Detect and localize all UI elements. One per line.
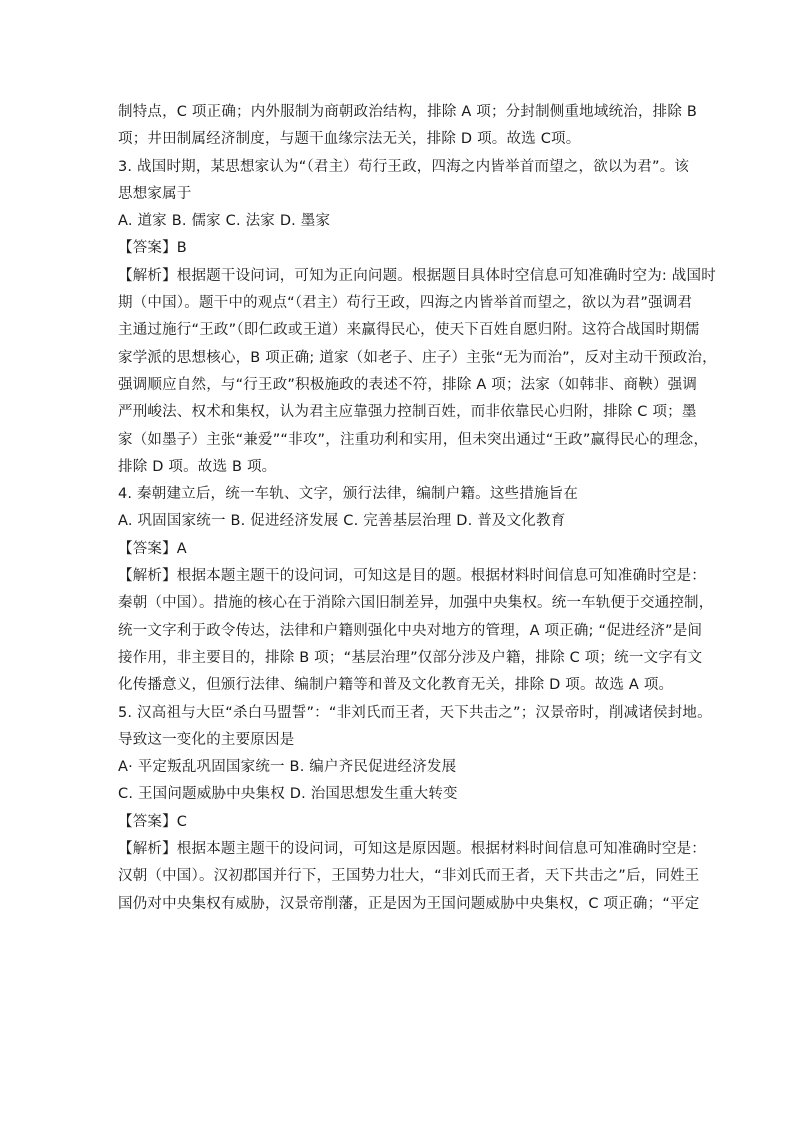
question-5-stem: 5. 汉高祖与大臣“杀白马盟誓”：“非刘氏而王者，天下共击之”；汉景帝时，削减诸侯封地。 bbox=[118, 704, 712, 721]
question-4-options: A. 巩固国家统一 B. 促进经济发展 C. 完善基层治理 D. 普及文化教育 bbox=[118, 513, 566, 530]
question-4-stem: 4. 秦朝建立后，统一车轨、文字，颁行法律，编制户籍。这些措施旨在 bbox=[118, 486, 579, 503]
question-5-answer: 【答案】C bbox=[118, 813, 188, 830]
question-5-stem-cont: 导致这一变化的主要原因是 bbox=[118, 731, 295, 748]
question-3-stem: 3. 战国时期，某思想家认为“（君主）苟行王政，四海之内皆举首而望之，欲以为君”。该 bbox=[118, 158, 690, 175]
text-line: 制特点，C 项正确；内外服制为商朝政治结构，排除 A 项；分封制侧重地域统治，排除 B bbox=[118, 104, 698, 120]
text-line: 统一文字利于政令传达，法律和户籍则强化中央对地方的管理，A 项正确; “促进经济”是间 bbox=[118, 622, 703, 639]
text-line: 排除 D 项。故选 B 项。 bbox=[118, 458, 277, 475]
question-5-options-cd: C. 王国问题威胁中央集权 D. 治国思想发生重大转变 bbox=[118, 786, 458, 803]
text-line: 接作用，非主要目的，排除 B 项；“基层治理”仅部分涉及户籍，排除 C 项；统一文字有文 bbox=[118, 649, 703, 666]
text-line: 国仍对中央集权有威胁，汉景帝削藩，正是因为王国问题威胁中央集权，C 项正确；“平定 bbox=[118, 895, 700, 912]
question-4-analysis: 【解析】根据本题主题干的设问词，可知这是目的题。根据材料时间信息可知准确时空是： bbox=[118, 568, 706, 585]
text-line: 项；井田制属经济制度，与题干血缘宗法无关，排除 D 项。故选 C项。 bbox=[118, 131, 581, 148]
question-3-options: A. 道家 B. 儒家 C. 法家 D. 墨家 bbox=[118, 213, 331, 230]
text-line: 期（中国）。题干中的观点“（君主）苟行王政，四海之内皆举首而望之，欲以为君”强调君 bbox=[118, 295, 693, 312]
text-line: 强调顺应自然，与“行王政”积极施政的表述不符，排除 A 项；法家（如韩非、商鞅）强调 bbox=[118, 376, 698, 393]
question-5-analysis: 【解析】根据本题主题干的设问词，可知这是原因题。根据材料时间信息可知准确时空是： bbox=[118, 841, 706, 858]
text-line: 严刑峻法、权术和集权，认为君主应靠强力控制百姓，而非依靠民心归附，排除 C 项；墨 bbox=[118, 404, 697, 421]
text-line: 家学派的思想核心，B 项正确; 道家（如老子、庄子）主张“无为而治”，反对主动干预政治， bbox=[118, 349, 717, 366]
question-4-answer: 【答案】A bbox=[118, 540, 187, 557]
text-line: 化传播意义，但颁行法律、编制户籍等和普及文化教育无关，排除 D 项。故选 A 项。 bbox=[118, 677, 674, 694]
question-5-options-ab: A· 平定叛乱巩固国家统一 B. 编户齐民促进经济发展 bbox=[118, 759, 457, 776]
question-3-analysis: 【解析】根据题干设问词，可知为正向问题。根据题目具体时空信息可知准确时空为: 战国时 bbox=[118, 267, 716, 284]
text-line: 秦朝（中国）。措施的核心在于消除六国旧制差异，加强中央集权。统一车轨便于交通控制， bbox=[118, 595, 714, 612]
text-line: 汉朝（中国）。汉初郡国并行下，王国势力壮大，“非刘氏而王者，天下共击之”后，同姓王 bbox=[118, 868, 700, 885]
text-line: 主通过施行“王政”（即仁政或王道）来赢得民心，使天下百姓自愿归附。这符合战国时期儒 bbox=[118, 322, 700, 339]
question-3-stem-cont: 思想家属于 bbox=[118, 185, 192, 202]
text-line: 家（如墨子）主张“兼爱”“非攻”，注重功利和实用，但未突出通过“王政”赢得民心的理念， bbox=[118, 431, 709, 448]
question-3-answer: 【答案】B bbox=[118, 240, 187, 257]
document-body bbox=[118, 99, 717, 918]
